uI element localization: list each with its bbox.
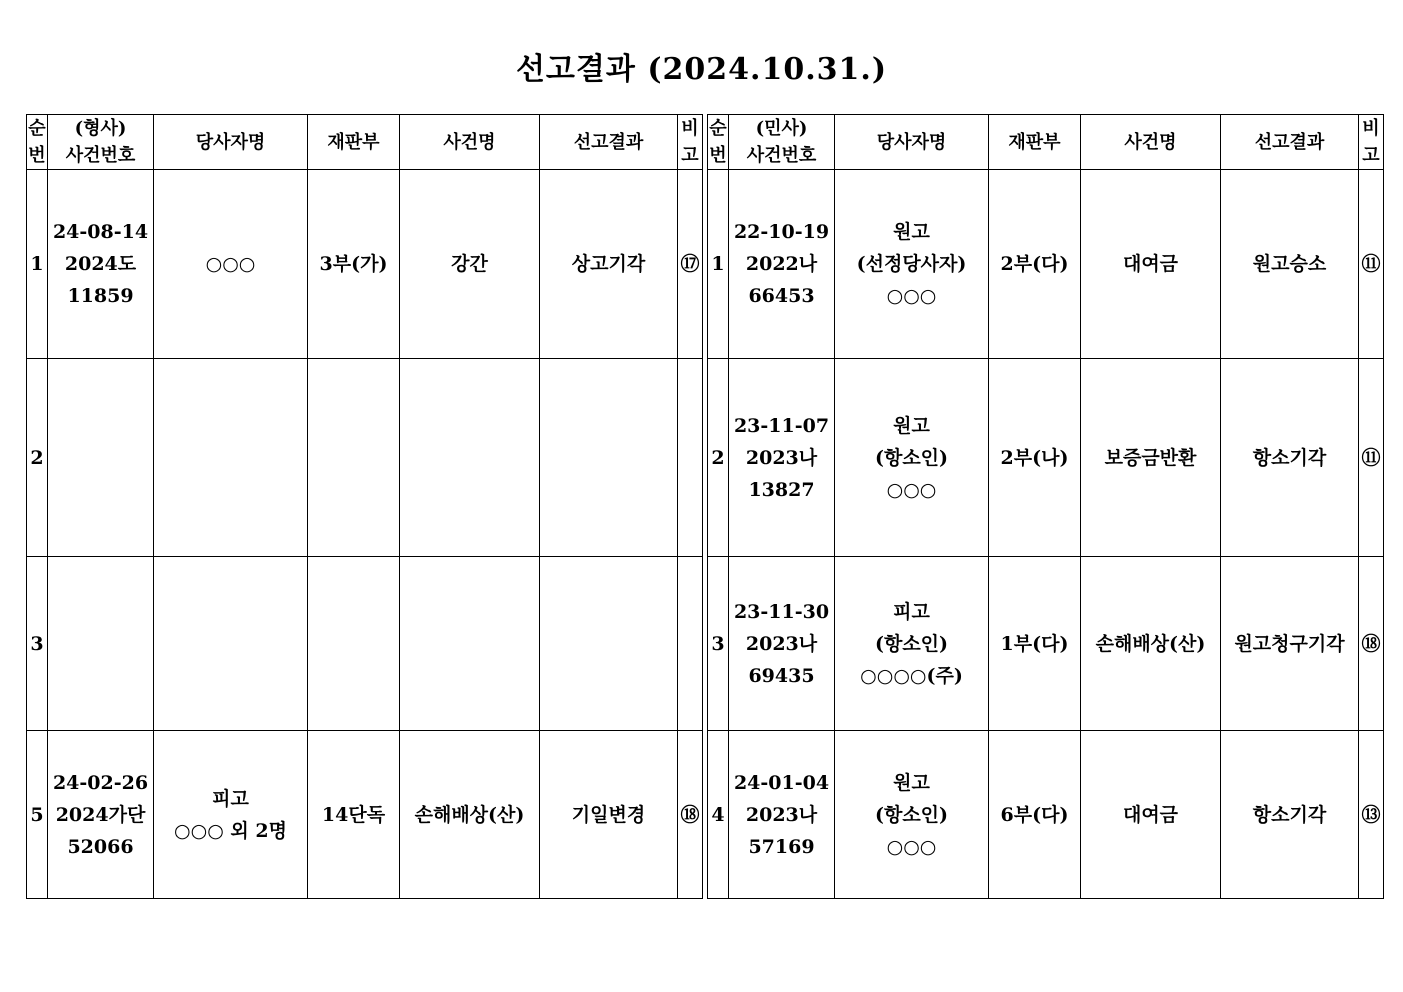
row-division [308, 557, 400, 731]
row-case-name: 손해배상(산) [1081, 557, 1221, 731]
row-case-number [48, 557, 154, 731]
row-party: ○○○ [154, 170, 308, 359]
header-seq: 순 번 [708, 115, 729, 170]
row-case-number: 23-11-30 2023나 69435 [729, 557, 835, 731]
row-note [678, 557, 703, 731]
header-result: 선고결과 [1221, 115, 1359, 170]
row-seq: 5 [27, 731, 48, 899]
row-division: 14단독 [308, 731, 400, 899]
row-case-name: 강간 [400, 170, 540, 359]
civil-header-row [708, 115, 1384, 170]
row-division: 2부(나) [989, 359, 1081, 557]
row-case-name: 대여금 [1081, 170, 1221, 359]
header-seq: 순 번 [27, 115, 48, 170]
criminal-header-row [27, 115, 703, 170]
row-party [154, 557, 308, 731]
row-division [308, 359, 400, 557]
row-seq: 2 [27, 359, 48, 557]
row-party: 원고 (항소인) ○○○ [835, 731, 989, 899]
row-result: 항소기각 [1221, 731, 1359, 899]
table-row [27, 731, 703, 899]
row-result: 기일변경 [540, 731, 678, 899]
row-party: 원고 (항소인) ○○○ [835, 359, 989, 557]
row-division: 2부(다) [989, 170, 1081, 359]
row-case-name [400, 557, 540, 731]
row-case-name: 보증금반환 [1081, 359, 1221, 557]
header-note: 비 고 [1359, 115, 1384, 170]
row-seq: 1 [27, 170, 48, 359]
row-case-name: 대여금 [1081, 731, 1221, 899]
row-case-number: 24-08-14 2024도 11859 [48, 170, 154, 359]
row-case-name [400, 359, 540, 557]
page-title: 선고결과 (2024.10.31.) [515, 52, 888, 87]
header-party: 당사자명 [154, 115, 308, 170]
row-result [540, 557, 678, 731]
table-row [708, 557, 1384, 731]
row-result: 항소기각 [1221, 359, 1359, 557]
row-note: ⑱ [1359, 557, 1384, 731]
civil-results-table [707, 114, 1384, 899]
row-case-number [48, 359, 154, 557]
row-result [540, 359, 678, 557]
table-row [708, 170, 1384, 359]
header-case-name: 사건명 [400, 115, 540, 170]
row-case-number: 23-11-07 2023나 13827 [729, 359, 835, 557]
header-case-name: 사건명 [1081, 115, 1221, 170]
header-party: 당사자명 [835, 115, 989, 170]
header-case-number: (형사) 사건번호 [48, 115, 154, 170]
row-case-name: 손해배상(산) [400, 731, 540, 899]
row-result: 원고승소 [1221, 170, 1359, 359]
row-result: 원고청구기각 [1221, 557, 1359, 731]
row-seq: 3 [27, 557, 48, 731]
table-row [708, 359, 1384, 557]
row-division: 1부(다) [989, 557, 1081, 731]
row-note [678, 359, 703, 557]
header-case-number: (민사) 사건번호 [729, 115, 835, 170]
row-party: 원고 (선정당사자) ○○○ [835, 170, 989, 359]
row-case-number: 24-02-26 2024가단 52066 [48, 731, 154, 899]
row-note: ⑬ [1359, 731, 1384, 899]
row-party: 피고 ○○○ 외 2명 [154, 731, 308, 899]
row-case-number: 22-10-19 2022나 66453 [729, 170, 835, 359]
row-result: 상고기각 [540, 170, 678, 359]
row-seq: 1 [708, 170, 729, 359]
criminal-results-table [26, 114, 703, 899]
header-division: 재판부 [308, 115, 400, 170]
row-division: 6부(다) [989, 731, 1081, 899]
table-row [27, 359, 703, 557]
header-division: 재판부 [989, 115, 1081, 170]
table-row [27, 557, 703, 731]
row-seq: 3 [708, 557, 729, 731]
row-division: 3부(가) [308, 170, 400, 359]
row-party [154, 359, 308, 557]
row-note: ⑪ [1359, 359, 1384, 557]
row-seq: 4 [708, 731, 729, 899]
header-note: 비 고 [678, 115, 703, 170]
row-party: 피고 (항소인) ○○○○(주) [835, 557, 989, 731]
row-seq: 2 [708, 359, 729, 557]
header-result: 선고결과 [540, 115, 678, 170]
row-note: ⑪ [1359, 170, 1384, 359]
row-case-number: 24-01-04 2023나 57169 [729, 731, 835, 899]
table-row [27, 170, 703, 359]
row-note: ⑰ [678, 170, 703, 359]
row-note: ⑱ [678, 731, 703, 899]
table-row [708, 731, 1384, 899]
